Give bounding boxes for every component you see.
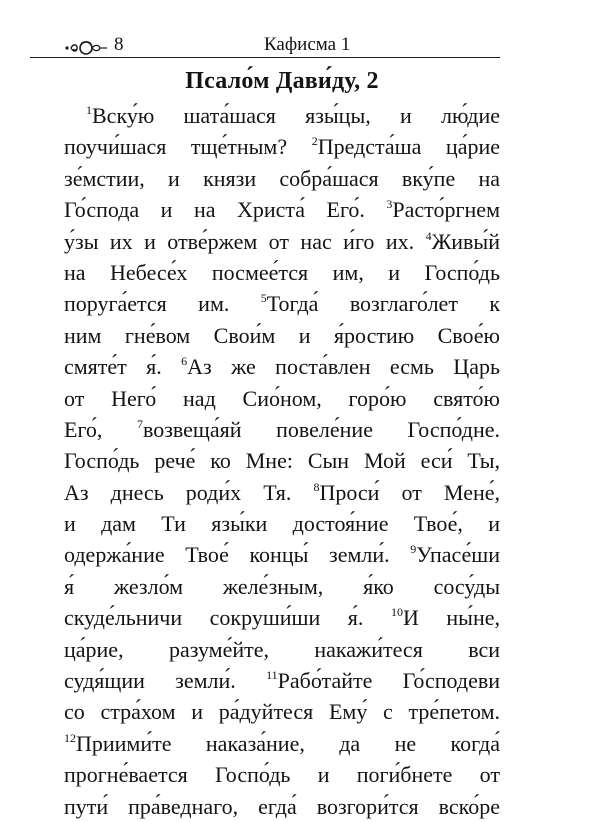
verse-text: прогне́вается Госпо́дь и поги́бнете от [64,762,500,788]
verse-text: на Небесе́х посмее́тся им, и Госпо́дь [64,259,500,285]
verse-text: Аз же поста́влен есмь Царь [187,354,500,380]
text-line [64,571,500,602]
verse-text: Аз днесь роди́х Тя. [64,479,314,505]
verse-text: Упасе́ши [416,542,500,568]
verse-text: поруга́ется им. [64,291,261,317]
running-title: Кафисма 1 [264,34,351,55]
verse-number: 3 [386,197,393,212]
verse-number: 5 [260,291,267,306]
text-line [64,100,500,131]
verse-number: 8 [313,479,320,494]
verse-number: 7 [136,416,143,431]
text-line [64,759,500,790]
text-line [64,257,500,288]
verse-number: 9 [410,542,417,557]
verse-text: зе́мстии, и князи собра́шася вку́пе на [64,165,500,191]
verse-number: 12 [64,730,76,745]
page-number: 8 [114,34,124,55]
verse-text: Его́, [64,416,137,442]
verse-number: 4 [425,228,432,243]
text-line [64,539,500,570]
text-line [64,634,500,665]
text-line [64,445,500,476]
verse-text: Вску́ю шата́шася язы́цы, и лю́дие [92,103,500,128]
text-line [64,665,500,696]
verse-text: ним гне́вом Свои́м и я́ростию Свое́ю [64,322,500,348]
verse-text: Проси́ от Мене́, [319,479,500,505]
verse-text: пути́ пра́веднаго, егда́ возгори́тся вско́ре [64,793,500,819]
text-line [64,728,500,759]
verse-text: Го́спода и на Христа́ Его́. [64,197,387,223]
verse-text: Тогда́ возглаго́лет к [266,291,501,317]
text-line [64,414,500,445]
text-line [64,163,500,194]
verse-text: Живы́й [431,228,500,254]
verse-text: Рабо́тайте Го́сподеви [277,668,500,694]
floral-ornament-icon [64,38,108,58]
psalm-text [64,100,500,822]
text-line [64,791,500,822]
verse-number: 6 [181,354,188,369]
text-line [64,508,500,539]
verse-text: скуде́льничи сокруши́ши я́. [64,605,391,631]
verse-text: одержа́ние Твое́ концы́ земли́. [64,542,411,568]
verse-text: у́зы их и отве́ржем от нас и́го их. [64,228,426,254]
verse-text: со стра́хом и ра́дуйтеся Ему́ с тре́петом. [64,699,500,725]
verse-text: возвеща́яй повеле́ние Госпо́дне. [142,416,500,442]
text-line [64,320,500,351]
verse-text: ца́рие, разуме́йте, накажи́теся вси [64,636,500,662]
verse-text: от Него́ над Сио́ном, горо́ю свято́ю [64,385,500,411]
text-line [64,351,500,382]
verse-text: Приими́те наказа́ние, да не когда́ [76,730,500,756]
text-line [64,194,500,225]
verse-text: судя́щии земли́. [64,668,267,694]
text-line [64,226,500,257]
verse-text: Госпо́дь рече́ ко Мне: Сын Мой еси́ Ты, [64,448,500,474]
verse-text: я́ жезло́м желе́зным, я́ко сосу́ды [64,573,500,599]
header-rule [30,57,500,58]
verse-text: Предста́ша ца́рие [317,134,501,160]
verse-text: смяте́т я́. [64,354,182,380]
psalm-title: Псало́м Дави́ду, 2 [185,68,379,94]
verse-text: и дам Ти язы́ки достоя́ние Твое́, и [64,511,500,537]
text-line [64,383,500,414]
text-line [64,696,500,727]
verse-number: 11 [266,668,278,683]
verse-number: 1 [86,103,92,117]
verse-number: 2 [311,134,318,149]
text-line [64,131,500,162]
text-line [64,602,500,633]
text-line [64,288,500,319]
verse-number: 10 [390,605,403,620]
verse-text: Расто́ргнем [392,197,500,223]
verse-text: И ны́не, [402,605,500,631]
text-line [64,477,500,508]
verse-text: поучи́шася тще́тным? [64,134,312,160]
